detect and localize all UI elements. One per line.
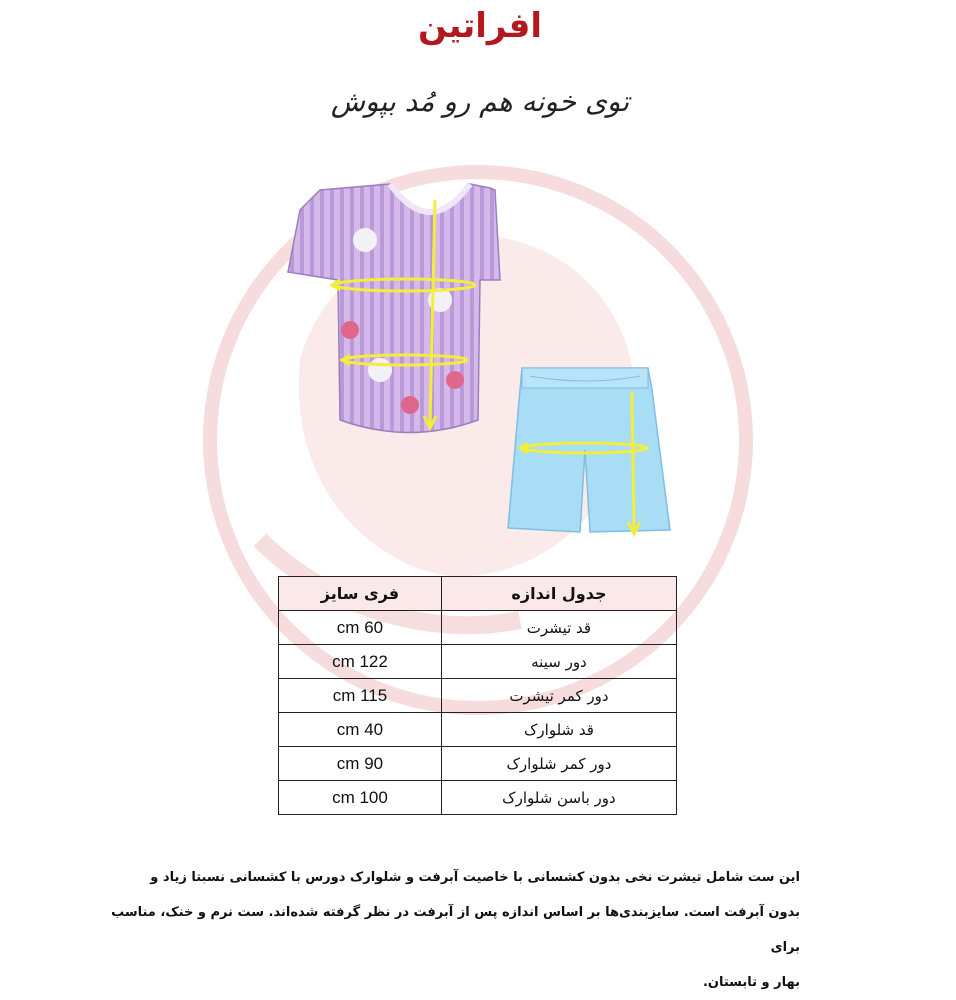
measure-label: دور کمر تیشرت	[441, 679, 676, 713]
measure-label: قد تیشرت	[441, 611, 676, 645]
description-line: بدون آبرفت است. سایزبندی‌ها بر اساس اندازه پس از آبرفت در نظر گرفته شده‌اند. ست نرم و خنک، مناسب برای	[111, 905, 800, 955]
measure-label: دور باسن شلوارک	[441, 781, 676, 815]
description-line: بهار و تابستان.	[702, 975, 800, 990]
free-size-header: فری سایز	[279, 577, 442, 611]
table-row	[279, 747, 677, 781]
table-row	[279, 645, 677, 679]
table-row	[279, 713, 677, 747]
table-row	[279, 679, 677, 713]
table-row	[279, 781, 677, 815]
measure-value: 122 cm	[279, 645, 442, 679]
table-row	[279, 611, 677, 645]
description-line: این ست شامل تیشرت نخی بدون کشسانی با خاصیت آبرفت و شلوارک دورس با کشسانی نسبتا زیاد و	[150, 870, 800, 885]
brand-slogan: توی خونه هم رو مُد بپوش	[330, 85, 630, 118]
table-header-row	[279, 577, 677, 611]
measure-value: 115 cm	[279, 679, 442, 713]
measure-label: دور کمر شلوارک	[441, 747, 676, 781]
product-description	[100, 860, 800, 1000]
size-table	[278, 576, 677, 815]
measure-label: قد شلوارک	[441, 713, 676, 747]
measure-value: 100 cm	[279, 781, 442, 815]
measure-value: 40 cm	[279, 713, 442, 747]
product-illustration	[280, 180, 700, 550]
measure-label: دور سینه	[441, 645, 676, 679]
size-chart-header: جدول اندازه	[441, 577, 676, 611]
t-shirt-icon	[288, 184, 500, 433]
measure-value: 60 cm	[279, 611, 442, 645]
measure-value: 90 cm	[279, 747, 442, 781]
brand-logo: افراتین	[418, 6, 542, 46]
